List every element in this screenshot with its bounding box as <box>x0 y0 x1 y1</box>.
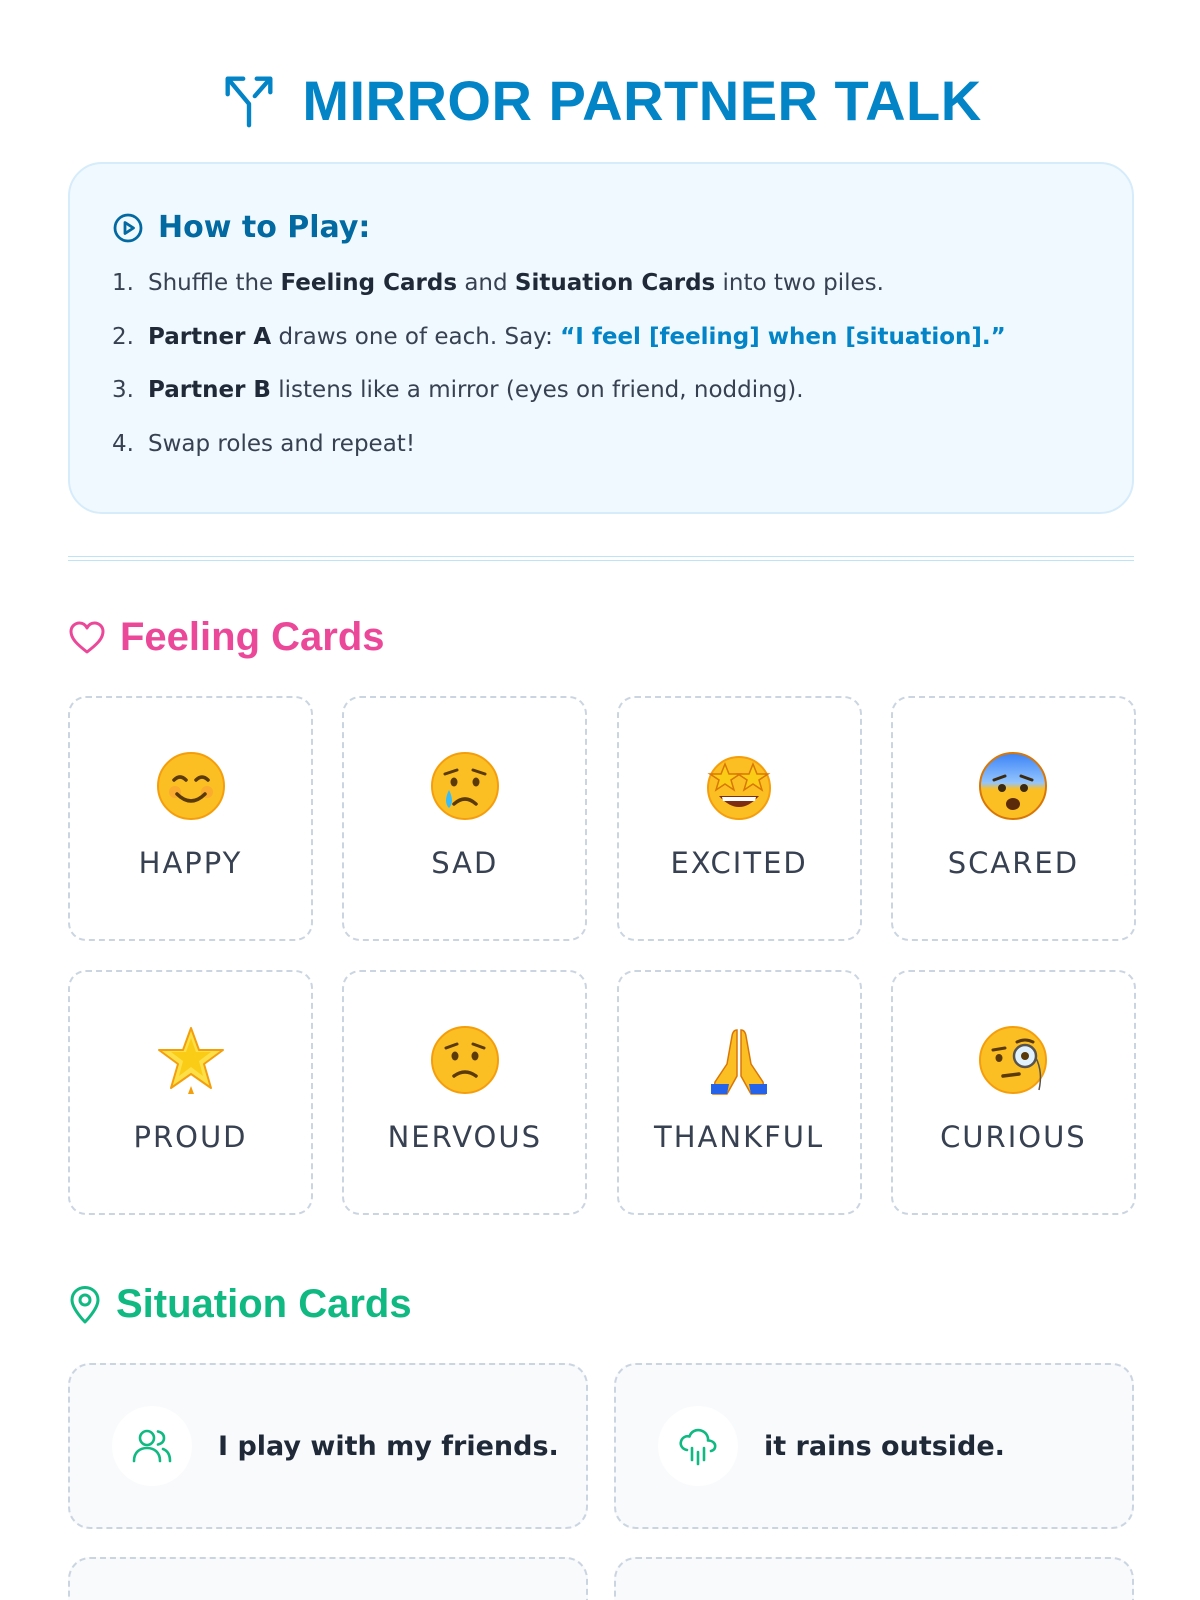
glowing-star-icon <box>155 1024 227 1096</box>
feeling-cards-grid <box>68 696 1134 1215</box>
star-struck-face-icon <box>703 750 775 822</box>
split-arrows-icon <box>218 69 280 131</box>
map-pin-icon <box>68 1285 102 1325</box>
step-text-part: Swap roles and repeat! <box>148 430 416 457</box>
step-item <box>112 431 1006 485</box>
page-header <box>0 64 1200 136</box>
page-title: MIRROR PARTNER TALK <box>302 68 982 132</box>
partner-b-term: Partner B <box>148 377 271 403</box>
step-text <box>148 377 804 403</box>
step-text <box>148 270 884 296</box>
feeling-label: CURIOUS <box>940 1120 1087 1154</box>
smiling-face-icon <box>155 750 227 822</box>
friends-icon <box>132 1428 172 1464</box>
step-item <box>112 270 1006 324</box>
feeling-cards-title: Feeling Cards <box>120 615 385 659</box>
situation-card[interactable] <box>68 1363 588 1529</box>
step-text-part: Shuffle the <box>148 270 281 296</box>
situation-text: I play with my friends. <box>218 1430 559 1462</box>
feeling-card[interactable] <box>68 970 313 1215</box>
feeling-cards-heading <box>68 615 385 660</box>
feeling-label: SCARED <box>947 846 1080 880</box>
feeling-card[interactable] <box>617 970 862 1215</box>
step-number: 2. <box>112 323 134 350</box>
worried-face-icon <box>429 1024 501 1096</box>
situation-card[interactable] <box>614 1557 1134 1600</box>
situation-cards-title: Situation Cards <box>116 1282 412 1326</box>
feeling-card[interactable] <box>342 696 587 941</box>
situation-cards-heading <box>68 1282 412 1327</box>
situation-card[interactable] <box>68 1557 588 1600</box>
feeling-card[interactable] <box>342 970 587 1215</box>
feeling-label: EXCITED <box>670 846 808 880</box>
feeling-label: HAPPY <box>138 846 243 880</box>
section-divider <box>68 556 1134 561</box>
partner-a-term: Partner A <box>148 323 272 350</box>
folded-hands-icon <box>703 1024 775 1096</box>
how-to-play-panel <box>68 162 1134 514</box>
feeling-label: THANKFUL <box>654 1120 825 1154</box>
heart-icon <box>68 620 106 656</box>
step-text-part: draws one of each. Say: <box>271 323 561 350</box>
how-to-play-heading <box>112 210 370 245</box>
feeling-label: PROUD <box>133 1120 248 1154</box>
step-text <box>148 324 1006 350</box>
feeling-card[interactable] <box>891 696 1136 941</box>
feeling-card[interactable] <box>891 970 1136 1215</box>
feeling-cards-term: Feeling Cards <box>280 270 458 296</box>
situation-cards-grid <box>68 1363 1134 1600</box>
situation-icon-badge <box>112 1406 192 1486</box>
situation-cards-term: Situation Cards <box>514 270 716 296</box>
rain-cloud-icon <box>678 1426 718 1466</box>
situation-card[interactable] <box>614 1363 1134 1529</box>
step-text <box>148 431 415 457</box>
step-text-part: into two piles. <box>715 270 884 296</box>
feeling-label: SAD <box>431 846 499 880</box>
step-text-part: and <box>457 270 515 296</box>
monocle-face-icon <box>977 1024 1049 1096</box>
step-item <box>112 324 1006 378</box>
feeling-label: NERVOUS <box>387 1120 542 1154</box>
feeling-card[interactable] <box>68 696 313 941</box>
step-number: 4. <box>112 430 134 457</box>
sentence-template: “I feel [feeling] when [situation].” <box>560 323 1006 350</box>
step-number: 3. <box>112 377 134 403</box>
steps-list <box>112 270 1006 484</box>
step-number: 1. <box>112 270 134 296</box>
step-item <box>112 377 1006 431</box>
feeling-card[interactable] <box>617 696 862 941</box>
step-text-part: listens like a mirror (eyes on friend, nodding). <box>270 377 804 403</box>
crying-face-icon <box>429 750 501 822</box>
play-circle-icon <box>112 212 144 244</box>
how-to-play-title: How to Play: <box>158 210 371 245</box>
situation-text: it rains outside. <box>764 1430 1005 1462</box>
situation-icon-badge <box>658 1406 738 1486</box>
fearful-face-icon <box>977 750 1049 822</box>
